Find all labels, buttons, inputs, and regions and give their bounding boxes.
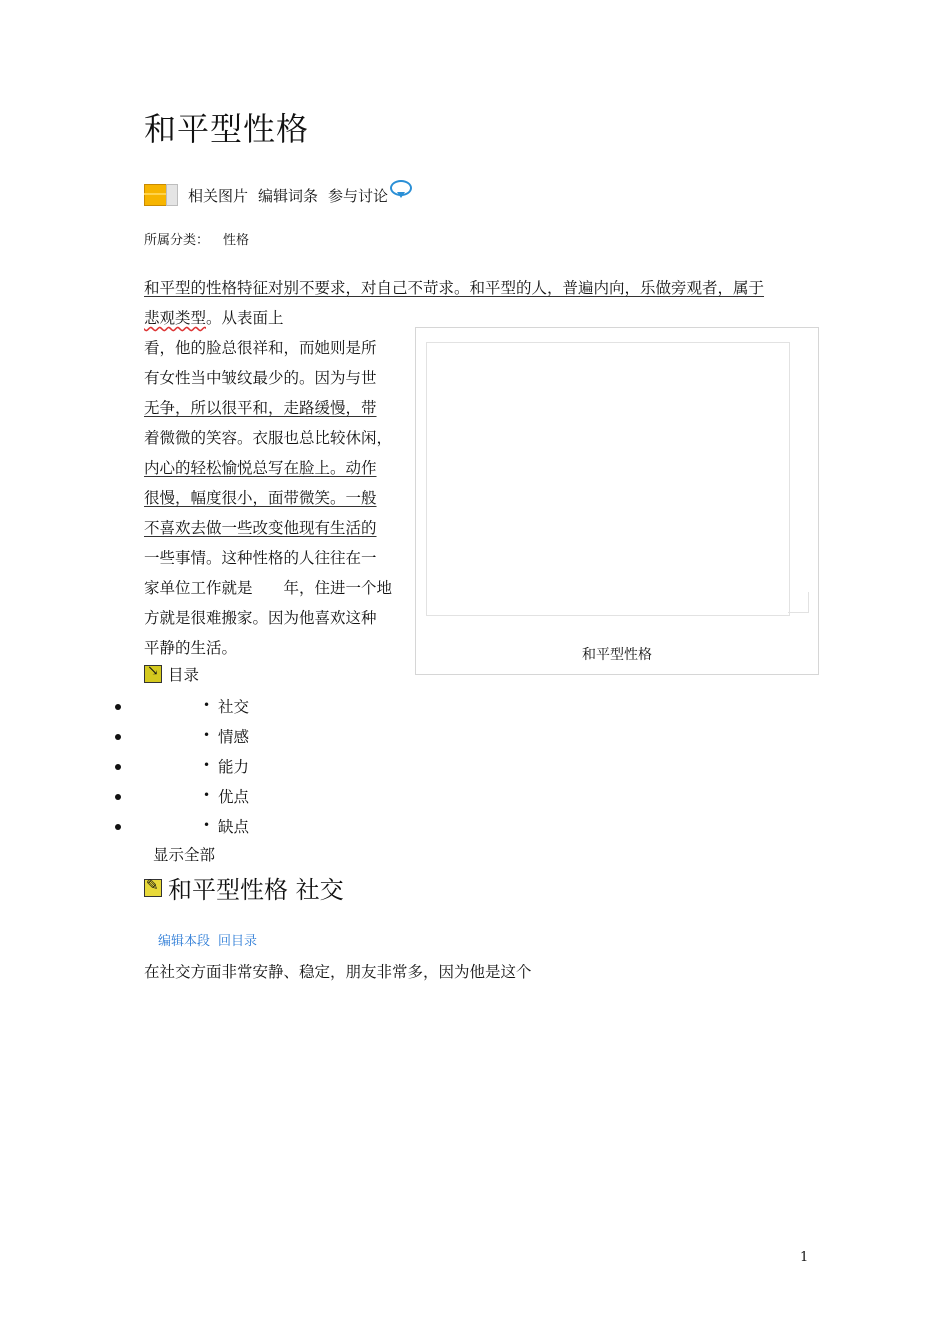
- intro-wrapped-text: [144, 333, 404, 663]
- toc-arrow-icon[interactable]: [144, 665, 162, 683]
- toc-item[interactable]: [0, 752, 400, 782]
- intro-paragraph: [144, 273, 814, 333]
- intro-line: 看，他的脸总很祥和，而她则是所: [144, 339, 377, 357]
- toc-item-label[interactable]: 能力: [218, 758, 250, 776]
- toc-list: [0, 692, 400, 842]
- discussion-bubble-icon[interactable]: [390, 180, 412, 196]
- section-heading-label: 和平型性格 社交: [168, 876, 344, 904]
- edit-entry-link[interactable]: 编辑词条: [258, 187, 319, 205]
- bullet-icon: [115, 734, 121, 740]
- toc-item[interactable]: [0, 812, 400, 842]
- figure-frame-corner: [788, 592, 809, 613]
- intro-line: 方就是很难搬家。因为他喜欢这种: [144, 609, 377, 627]
- toc-item[interactable]: [0, 692, 400, 722]
- toc-item-label[interactable]: 优点: [218, 788, 250, 806]
- intro-line: 不喜欢去做一些改变他现有生活的: [144, 519, 377, 537]
- sub-bullet-icon: •: [203, 728, 211, 742]
- image-gallery-icon[interactable]: [144, 182, 180, 206]
- toc-item-label[interactable]: 情感: [218, 728, 250, 746]
- bullet-icon: [115, 824, 121, 830]
- figure-image-placeholder[interactable]: [426, 342, 790, 616]
- sub-bullet-icon: •: [203, 818, 211, 832]
- category-line: [144, 229, 249, 248]
- join-discussion-link[interactable]: 参与讨论: [328, 187, 389, 205]
- figure-box: [415, 327, 819, 675]
- toc-item-label[interactable]: 社交: [218, 698, 250, 716]
- bullet-icon: [115, 764, 121, 770]
- intro-line: 很慢，幅度很小，面带微笑。一般: [144, 489, 377, 507]
- related-images-link[interactable]: 相关图片: [188, 187, 249, 205]
- toc-item-label[interactable]: 缺点: [218, 818, 250, 836]
- intro-line: 无争，所以很平和，走路缓慢，带: [144, 399, 377, 417]
- edit-section-link[interactable]: 编辑本段: [158, 934, 211, 949]
- edit-pencil-icon[interactable]: [144, 879, 162, 897]
- toc-heading-label: 目录: [168, 666, 200, 684]
- toc-heading: [144, 663, 199, 685]
- sub-bullet-icon: •: [203, 758, 211, 772]
- sub-bullet-icon: •: [203, 788, 211, 802]
- show-all-link[interactable]: 显示全部: [153, 846, 216, 864]
- bullet-icon: [115, 704, 121, 710]
- page-number: 1: [800, 1250, 809, 1265]
- sub-bullet-icon: •: [203, 698, 211, 712]
- section-body: 在社交方面非常安静、稳定，朋友非常多，因为他是这个: [144, 963, 532, 981]
- entry-toolbar: [144, 176, 412, 206]
- intro-line-1: 和平型的性格特征对别不要求，对自己不苛求。和平型的人，普遍内向，乐做旁观者，属于: [144, 279, 765, 297]
- bullet-icon: [115, 794, 121, 800]
- back-to-toc-link[interactable]: 回目录: [218, 934, 258, 949]
- intro-line: 平静的生活。: [144, 639, 238, 657]
- category-value[interactable]: 性格: [223, 233, 250, 248]
- toc-item[interactable]: [0, 782, 400, 812]
- page-title: 和平型性格: [144, 110, 310, 148]
- intro-line: 家单位工作就是 年，住进一个地: [144, 579, 393, 597]
- toc-item[interactable]: [0, 722, 400, 752]
- intro-line-2: 悲观类型。从表面上: [144, 309, 284, 327]
- section-heading: [144, 870, 344, 905]
- intro-line: 一些事情。这种性格的人往往在一: [144, 549, 377, 567]
- category-label: 所属分类：: [144, 233, 210, 248]
- figure-caption: 和平型性格: [582, 647, 652, 663]
- intro-line: 内心的轻松愉悦总写在脸上。动作: [144, 459, 377, 477]
- intro-line: 有女性当中皱纹最少的。因为与世: [144, 369, 377, 387]
- section-links: [158, 930, 257, 949]
- intro-line: 着微微的笑容。衣服也总比较休闲，: [144, 429, 393, 447]
